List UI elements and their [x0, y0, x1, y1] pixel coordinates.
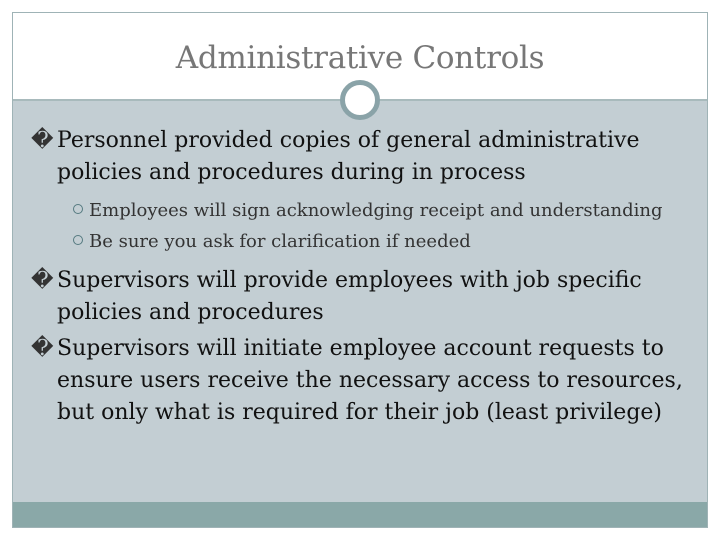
footer-bar	[13, 502, 707, 527]
circle-bullet-icon	[73, 204, 83, 214]
bullet-marker-icon: �	[31, 128, 54, 153]
bullet-text: Supervisors will provide employees with job specific policies and procedures	[57, 268, 642, 325]
divider-circle-icon	[340, 80, 380, 120]
sub-bullet-item	[31, 195, 701, 226]
slide-title: Administrative Controls	[175, 40, 545, 76]
sub-bullet-text: Employees will sign acknowledging receipt and understanding	[89, 200, 663, 221]
circle-bullet-icon	[73, 235, 83, 245]
bullet-list	[31, 125, 701, 429]
bullet-item	[31, 265, 701, 329]
sub-bullet-text: Be sure you ask for clarification if needed	[89, 231, 471, 252]
slide	[12, 12, 708, 528]
bullet-item	[31, 125, 701, 189]
sub-bullet-item	[31, 226, 701, 257]
bullet-text: Supervisors will initiate employee account requests to ensure users receive the necessary access to resources, but only what is required for their job (least privilege)	[57, 336, 683, 425]
bullet-marker-icon: �	[31, 268, 54, 293]
bullet-marker-icon: �	[31, 336, 54, 361]
bullet-item	[31, 333, 701, 429]
bullet-text: Personnel provided copies of general administrative policies and procedures during in process	[57, 128, 640, 185]
sub-bullet-list	[31, 195, 701, 257]
